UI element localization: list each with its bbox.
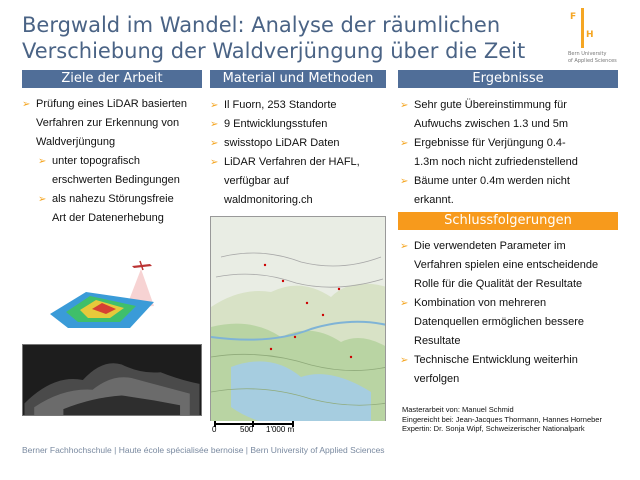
ergebnisse-item (400, 172, 630, 210)
poster-title (22, 12, 562, 64)
ziele-sub2-line-1: ➢ als nahezu Störungsfreie (52, 193, 174, 205)
schluss-item-2-line-2: Datenquellen ermöglichen bessere (414, 316, 584, 328)
ziele-main-line-2: Verfahren zur Erkennung von (36, 117, 180, 129)
methoden-item (210, 96, 390, 115)
logo-text-line-1: Bern University (568, 51, 607, 57)
ziele-list (22, 95, 207, 228)
ziele-sub-item-1 (38, 152, 207, 190)
scale-label-0: 0 (212, 425, 217, 434)
relief-3d-image (22, 344, 202, 416)
schluss-item-1-line-1: ➢ Die verwendeten Parameter im (414, 240, 566, 252)
airplane-icon (132, 261, 152, 270)
methoden-item (210, 115, 390, 134)
schluss-item (400, 294, 632, 351)
ergebnisse-item-3-line-2: erkannt. (414, 194, 454, 206)
lidar-scan-illustration (44, 256, 174, 336)
ergebnisse-item-2-line-1: ➢ Ergebnisse für Verjüngung 0.4- (414, 137, 566, 149)
credit-supervisors: Eingereicht bei: Jean-Jacques Thormann, Hannes Horneber (402, 414, 602, 424)
map-graphic (211, 217, 386, 440)
ergebnisse-item (400, 96, 630, 134)
methoden-item-3: ➢ swisstopo LiDAR Daten (224, 137, 340, 149)
ergebnisse-item-2-line-2: 1.3m noch nicht zufriedenstellend (414, 156, 578, 168)
schluss-item-2-line-3: Resultate (414, 335, 461, 347)
ergebnisse-list (400, 96, 630, 210)
schluss-item-3-line-2: verfolgen (414, 373, 460, 385)
ziele-sub1-line-2: erschwerten Bedingungen (52, 174, 180, 186)
ergebnisse-item-1-line-2: Aufwuchs zwischen 1.3 und 5m (414, 118, 569, 130)
title-line-2: Verschiebung der Waldverjüngung über die Zeit (22, 39, 526, 63)
logo-text-line-2: of Applied Sciences (568, 58, 617, 64)
schluss-item-1-line-3: Rolle für die Qualität der Resultate (414, 278, 583, 290)
credits (402, 405, 638, 434)
ziele-main-line-1: ➢ Prüfung eines LiDAR basierten (36, 98, 188, 110)
schluss-item-3-line-1: ➢ Technische Entwicklung weiterhin (414, 354, 578, 366)
map-scale-bar (210, 421, 386, 441)
methoden-item-2: ➢ 9 Entwicklungsstufen (224, 118, 328, 130)
methoden-item-1: ➢ Il Fuorn, 253 Standorte (224, 99, 337, 111)
logo-letter-h: H (586, 30, 594, 40)
methoden-list (210, 96, 390, 210)
heading-schlussfolgerungen: Schlussfolgerungen (398, 212, 618, 230)
ziele-sub-item-2 (38, 190, 207, 228)
schluss-item-1-line-2: Verfahren spielen eine entscheidende (414, 259, 599, 271)
heading-ergebnisse: Ergebnisse (398, 70, 618, 88)
bfh-logo (566, 8, 628, 70)
methoden-item (210, 134, 390, 153)
credit-expert: Expertin: Dr. Sonja Wipf, Schweizerischer Nationalpark (402, 424, 585, 433)
scale-label-500: 500 (240, 425, 254, 434)
logo-text (568, 51, 630, 65)
scale-label-1000: 1'000 m (266, 425, 295, 434)
heading-ziele: Ziele der Arbeit (22, 70, 202, 88)
ziele-main-line-3: Waldverjüngung (36, 136, 116, 148)
bfh-logo-mark (568, 8, 596, 48)
schluss-list (400, 237, 632, 389)
schluss-item-2-line-1: ➢ Kombination von mehreren (414, 297, 547, 309)
logo-letter-f: F (570, 12, 577, 22)
ziele-item-main (22, 95, 207, 152)
ziele-sub2-line-2: Art der Datenerhebung (52, 212, 164, 224)
topographic-map (210, 216, 386, 440)
methoden-item-4-line-2: verfügbar auf (224, 175, 289, 187)
methoden-item-4-line-3: waldmonitoring.ch (224, 194, 313, 206)
schluss-item (400, 237, 632, 294)
ergebnisse-item-3-line-1: ➢ Bäume unter 0.4m werden nicht (414, 175, 570, 187)
ziele-sub1-line-1: ➢ unter topografisch (52, 155, 141, 167)
methoden-item-4-line-1: ➢ LiDAR Verfahren der HAFL, (224, 156, 360, 168)
ergebnisse-item (400, 134, 630, 172)
schluss-item (400, 351, 632, 389)
heading-methoden: Material und Methoden (210, 70, 386, 88)
title-line-1: Bergwald im Wandel: Analyse der räumlichen (22, 13, 501, 37)
footer-institution: Berner Fachhochschule | Haute école spécialisée bernoise | Bern University of Applied Sciences (22, 445, 385, 455)
methoden-item (210, 153, 390, 210)
ergebnisse-item-1-line-1: ➢ Sehr gute Übereinstimmung für (414, 99, 567, 111)
credit-author: Masterarbeit von: Manuel Schmid (402, 405, 514, 414)
